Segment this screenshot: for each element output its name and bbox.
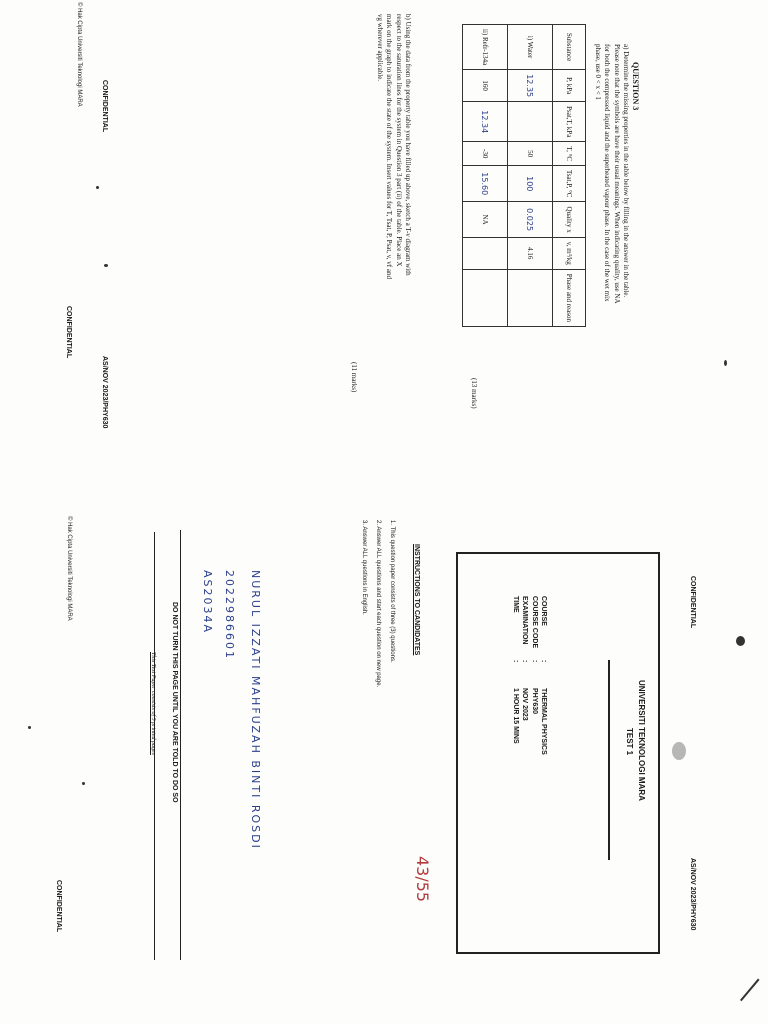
time-label: TIME [511,596,519,613]
test-title: TEST 1 [625,728,634,756]
table-header-cell: Psat,T, kPa [553,102,586,142]
scan-speck [736,636,745,646]
part-a-line: phase, use 0 < x < 1 [593,44,602,100]
course-labels [510,596,548,648]
part-b-line: b) Using the data from the property table you have filled up above, sketch a T-v diagram with [404,14,412,276]
table-header-row [553,25,586,327]
table-cell [463,166,508,202]
table-cell: i) Water [508,25,553,70]
table-header-cell: T, °C [553,142,586,166]
right-footer-copyright: © Hak Cipta Universiti Teknologi MARA [66,516,72,621]
table-cell [508,102,553,142]
time-value: 1 HOUR 15 MINS [511,688,519,744]
left-header-code: AS/NOV 2023/PHY630 [101,356,108,429]
part-b-marks: (11 marks) [350,362,358,393]
table-cell: 4.16 [508,237,553,269]
student-name-handwritten: NURUL IZZATI MAHFUZAH BINTI ROSDI [249,570,262,850]
table-header-cell: Substance [553,25,586,70]
scan-speck [724,360,727,366]
scan-speck [104,264,108,267]
table-row [508,25,553,327]
instruction-item: 3. Answer ALL questions in English. [361,520,368,615]
course-colons: : : : : [511,660,547,663]
scan-speck [96,186,99,189]
table-cell: -30 [463,142,508,166]
title-rule [608,660,610,860]
pen-stroke [740,979,760,1002]
instructions-title: INSTRUCTIONS TO CANDIDATES [413,544,420,656]
part-b-text [374,14,412,279]
table-cell [463,269,508,326]
table-cell: ii) Refr-134a [463,25,508,70]
pages-note: This Test Paper consists of 5 printed pages [150,652,156,755]
scan-speck [28,726,31,729]
course-code-label: COURSE CODE [530,596,538,649]
table-cell: NA [463,202,508,237]
right-header-code: AS/NOV 2023/PHY630 [689,858,696,931]
university-name: UNIVERSITI TEKNOLOGI MARA [637,680,646,801]
table-header-cell: Quality x [553,202,586,237]
handwritten-answer: 12.35 [525,74,535,98]
course-value: THERMAL PHYSICS [540,688,547,755]
table-cell [463,102,508,142]
part-b-line: respect to the saturation lines for the system in Question 3 part (ii) of the table. Place an X [394,14,403,267]
answer-rule [180,530,181,960]
table-header-cell: P, kPa [553,70,586,102]
part-a-marks: (13 marks) [470,378,478,409]
table-cell [508,70,553,102]
table-cell [508,202,553,237]
table-cell [463,237,508,269]
do-not-turn-notice: DO NOT TURN THIS PAGE UNTIL YOU ARE TOLD TO DO SO [171,602,178,803]
question-title: QUESTION 3 [631,62,640,111]
property-table [462,24,586,327]
table-row [463,25,508,327]
right-header-confidential: CONFIDENTIAL [689,576,696,629]
left-header-confidential: CONFIDENTIAL [101,80,108,133]
student-id-handwritten: 2022986601 [223,570,236,660]
instruction-item: 2. Answer ALL questions and start each question on new page. [375,520,382,688]
scan-speck [82,782,85,785]
handwritten-answer: 0.025 [525,208,535,232]
left-footer-confidential: CONFIDENTIAL [65,306,72,359]
table-cell [508,269,553,326]
score-handwritten: 43/55 [413,856,432,903]
part-a-line: a) Determine the missing properties in the table below by filling in the answer in the table. [622,44,630,298]
group-handwritten: AS2034A [201,570,214,635]
left-footer-copyright: © Hak Cipta Universiti Teknologi MARA [76,2,82,107]
part-a-line: for both the compressed liquid and the superheated vapour phase. In the case of the wet mix [603,44,612,302]
table-cell: 160 [463,70,508,102]
table-header-cell: v, m³/kg [553,237,586,269]
part-a-text [592,44,630,304]
right-footer-confidential: CONFIDENTIAL [55,880,62,933]
table-header-cell: Phase and reason [553,269,586,326]
table-cell: 50 [508,142,553,166]
course-label: COURSE [540,596,547,626]
examination-value: NOV 2023 [521,688,529,721]
instruction-item: 1. This question paper consists of three (3) questions. [389,520,395,663]
handwritten-answer: 15.60 [480,172,490,196]
part-a-line: Please note that the symbols are have their usual meanings. When indicating quality, use NA [612,44,621,304]
property-table-wrapper [462,24,586,327]
course-values [510,688,548,755]
table-header-cell: Tsat,P, °C [553,166,586,202]
table-cell: 100 [508,166,553,202]
part-b-line: vg wherever applicable. [375,14,384,82]
examination-label: EXAMINATION [521,596,529,645]
instructions-list [357,520,398,687]
seal-smudge [672,742,686,760]
part-b-line: mark on the graph to indicate the state of the system. Insert values for T, Tsat, P, Psat, v, vf and [385,14,394,279]
handwritten-answer: 12.34 [480,110,490,134]
course-code-value: PHY630 [530,688,538,715]
